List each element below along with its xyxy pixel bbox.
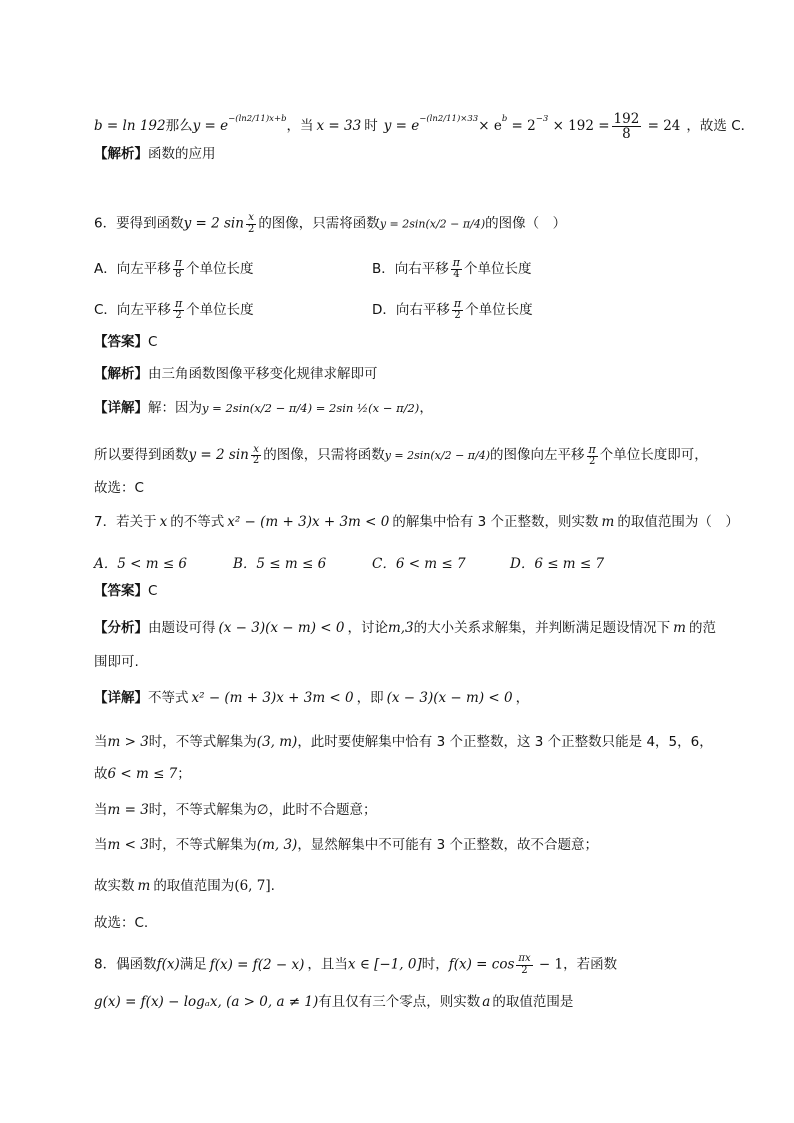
fraction: $\frac{x}{2}$ xyxy=(247,212,255,235)
math-y1: y = e xyxy=(192,118,229,135)
detail-6-line-3: 故选：C xyxy=(94,480,144,496)
case-m-gt-3: 当m > 3时，不等式解集为(3, m)，此时要使解集中恰有 3 个正整数，这 3 个正整数只能是 4，5，6， xyxy=(94,734,713,750)
fraction: $\frac{\pi}{2}$ xyxy=(453,297,462,322)
text: 时 xyxy=(364,118,378,135)
question-8: 8．偶函数f(x)满足 f(x) = f(2 − x) ，且当x ∈ [−1, 0]时，f(x) = cos $\frac{\pi x}{2}$ − 1，若函数 xyxy=(94,953,618,976)
analysis-6: 【解析】由三角函数图像平移变化规律求解即可 xyxy=(94,366,378,382)
text: 的图像，只需将函数 xyxy=(258,215,380,232)
math: x² − (m + 3)x + 3m < 0 xyxy=(227,514,390,530)
fraction: $\frac{\pi}{4}$ xyxy=(452,256,460,281)
option-6C: C．向左平移 $\frac{\pi}{2}$ 个单位长度 xyxy=(94,297,254,322)
analysis-line xyxy=(94,148,216,162)
solution-line-1 xyxy=(94,112,754,141)
analysis-7-line-2: 围即可. xyxy=(94,654,139,670)
text: 的图像（ ） xyxy=(485,215,567,232)
math: x² − (m + 3)x + 3m < 0 xyxy=(191,690,354,706)
math: y = 2sin(x/2 − π/4) xyxy=(384,449,491,463)
fraction: $\frac{\pi}{8}$ xyxy=(174,256,182,281)
text: 函数的应用 xyxy=(148,146,216,162)
math: y = 2 sin xyxy=(183,215,244,232)
text: 6．要得到函数 xyxy=(94,215,184,232)
fraction-192-8: $\frac{192}{8}$ xyxy=(613,111,640,143)
math-x33: x = 33 xyxy=(316,118,362,135)
text: ，当 xyxy=(286,118,314,135)
math: = 24 xyxy=(643,118,681,135)
fraction: $\frac{\pi}{2}$ xyxy=(174,297,183,322)
question-7: 7．若关于 x 的不等式 x² − (m + 3)x + 3m < 0 的解集中恰有 3 个正整数，则实数 m 的取值范围为（ ） xyxy=(94,514,739,530)
math: (x − 3)(x − m) < 0 xyxy=(386,690,513,706)
math-b: b = ln 192 xyxy=(94,118,166,135)
math: y = 2sin(x/2 − π/4) = 2sin ½(x − π/2) xyxy=(202,401,420,415)
math: = 2 xyxy=(507,118,536,135)
math: × 192 = xyxy=(548,118,610,135)
option-7D: D．6 ≤ m ≤ 7 xyxy=(510,556,605,572)
option-6D: D．向右平移 $\frac{\pi}{2}$ 个单位长度 xyxy=(372,297,533,322)
fraction: $\frac{x}{2}$ xyxy=(252,443,260,467)
text: ，故选 C． xyxy=(686,118,755,135)
detail-7: 【详解】不等式 x² − (m + 3)x + 3m < 0 ，即 (x − 3)(x − m) < 0 ， xyxy=(94,690,530,706)
range-conclusion: 故实数 m 的取值范围为(6, 7]. xyxy=(94,878,275,894)
tag-analysis: 【解析】 xyxy=(94,146,148,162)
option-7A: A．5 < m ≤ 6 xyxy=(94,556,188,572)
detail-6-line-2: 所以要得到函数y = 2 sin $\frac{x}{2}$ 的图像，只需将函数y = 2sin(x/2 − π/4)的图像向左平移 $\frac{\pi}{2}$ 个单位长度即可， xyxy=(94,443,708,467)
math-exp-b: b xyxy=(501,114,508,125)
text: 那么 xyxy=(165,118,193,135)
option-7C: C．6 < m ≤ 7 xyxy=(372,556,466,572)
question-6 xyxy=(94,213,566,235)
math-exp-m3: −3 xyxy=(535,114,549,125)
detail-6: 【详解】解：因为y = 2sin(x/2 − π/4) = 2sin ½(x − π/2)， xyxy=(94,400,433,416)
analysis-7: 【分析】由题设可得 (x − 3)(x − m) < 0 ，讨论m,3的大小关系求解集，并判断满足题设情况下 m 的范 xyxy=(94,620,716,636)
option-6A: A．向左平移 $\frac{\pi}{8}$ 个单位长度 xyxy=(94,256,254,281)
case-m-gt-3-result: 故6 < m ≤ 7； xyxy=(94,766,191,782)
case-m-lt-3: 当m < 3时，不等式解集为(m, 3)，显然解集中不可能有 3 个正整数，故不合题意； xyxy=(94,837,598,853)
math: × e xyxy=(478,118,502,135)
choice-7: 故选：C. xyxy=(94,915,149,931)
math-exp2: −(ln2/11)×33 xyxy=(419,114,479,125)
fraction: $\frac{\pi}{2}$ xyxy=(588,443,596,467)
question-8-line-2: g(x) = f(x) − logₐx, (a > 0, a ≠ 1)有且仅有三个零点，则实数 a 的取值范围是 xyxy=(94,994,574,1010)
option-7B: B．5 ≤ m ≤ 6 xyxy=(233,556,327,572)
answer-6: 【答案】C xyxy=(94,334,158,350)
case-m-eq-3: 当m = 3时，不等式解集为∅，此时不合题意； xyxy=(94,802,377,818)
math-y2: y = e xyxy=(383,118,420,135)
math: y = 2 sin xyxy=(188,447,249,464)
math: (x − 3)(x − m) < 0 xyxy=(218,620,345,636)
math-exp1: −(ln2/11)x+b xyxy=(228,114,287,125)
answer-7: 【答案】C xyxy=(94,583,158,599)
option-6B: B．向右平移 $\frac{\pi}{4}$ 个单位长度 xyxy=(372,256,532,281)
math: y = 2sin(x/2 − π/4) xyxy=(379,217,486,231)
fraction: $\frac{\pi x}{2}$ xyxy=(518,953,531,976)
